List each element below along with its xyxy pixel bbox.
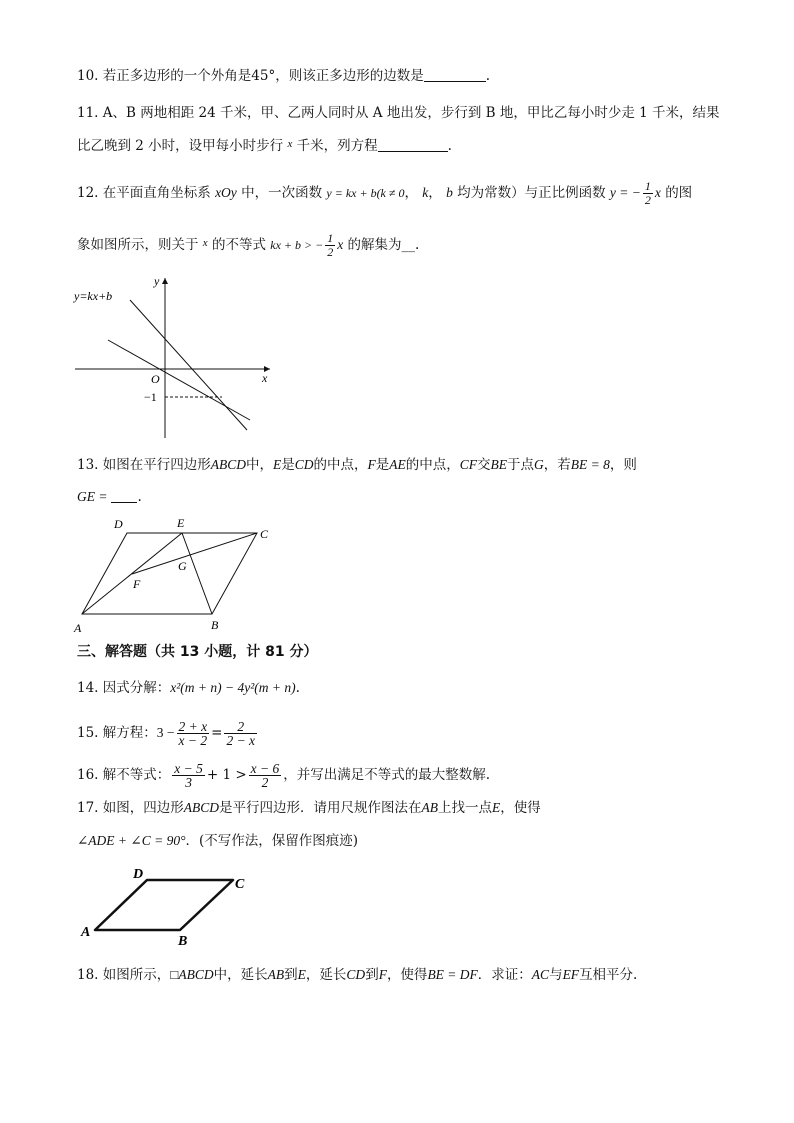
fraction-half: $\frac{1}{2}$ bbox=[327, 231, 334, 259]
point-c-label: C bbox=[235, 877, 245, 892]
question-14: 14. 因式分解：x²(m + n) − 4y²(m + n). bbox=[77, 680, 300, 696]
fraction-right: $\frac{x - 6}{2}$ bbox=[250, 761, 280, 790]
parallelogram-abcd bbox=[95, 880, 233, 930]
parallelogram-abcd bbox=[82, 533, 257, 614]
point-g-label: G bbox=[178, 559, 187, 573]
fraction-left: $\frac{x - 5}{3}$ bbox=[174, 761, 203, 790]
section-heading-3: 三、解答题（共 13 小题，计 81 分） bbox=[77, 644, 318, 660]
question-18: 18. 如图所示，□ABCD中，延长AB到E，延长CD到F，使得BE = DF．求证：AC与EF互相平分. bbox=[77, 967, 638, 983]
x-axis-label: x bbox=[262, 371, 268, 385]
point-a-label: A bbox=[74, 621, 82, 635]
point-d-label: D bbox=[114, 517, 123, 531]
line-y-kx-b bbox=[130, 300, 247, 430]
question-15: 15. 解方程：3 − $\frac{2 + x}{x - 2}$ = $\frac{2}{2 - x}$ bbox=[77, 719, 256, 748]
answer-blank bbox=[111, 488, 137, 503]
point-e-label: E bbox=[177, 516, 185, 530]
point-d-label: D bbox=[133, 867, 144, 882]
origin-label: O bbox=[151, 372, 160, 386]
fraction-lhs: $\frac{2 + x}{x - 2}$ bbox=[178, 719, 208, 748]
question-16: 16. 解不等式： $\frac{x - 5}{3}$ + 1 > $\frac{x - 6}{2}$ ，并写出满足不等式的最大整数解. bbox=[77, 761, 491, 790]
question-11-line-2: 比乙晚到 2 小时，设甲每小时步行 $^x$ 千米，列方程 . bbox=[77, 138, 452, 154]
fraction-rhs: $\frac{2}{2 - x}$ bbox=[226, 719, 256, 748]
point-b-label: B bbox=[178, 934, 188, 949]
question-13-line-1: 13. 如图在平行四边形ABCD中，E是CD的中点，F是AE的中点，CF交BE于点G，若BE = 8，则 bbox=[77, 457, 637, 473]
linear-function-graph bbox=[70, 270, 280, 442]
question-12-line-1: 12. 在平面直角坐标系 xOy 中，一次函数 y = kx + b(k ≠ 0， k， b 均为常数）与正比例函数 y = − $\frac{1}{2}$ x 的图 bbox=[77, 179, 693, 207]
line-y-neg-half-x bbox=[108, 340, 250, 420]
question-17-line-2: ∠ADE + ∠C = 90°．(不写作法，保留作图痕迹) bbox=[77, 833, 359, 849]
parallelogram-graph-17 bbox=[75, 862, 260, 952]
label-line-kx-b: y=kx+b bbox=[74, 289, 113, 303]
question-17-line-1: 17. 如图，四边形ABCD是平行四边形．请用尺规作图法在AB上找一点E，使得 bbox=[77, 800, 541, 816]
question-11-line-1: 11. A、B 两地相距 24 千米，甲、乙两人同时从 A 地出发，步行到 B 地，甲比乙每小时少走 1 千米，结果 bbox=[77, 105, 720, 121]
parallelogram-graph-13 bbox=[70, 512, 280, 637]
question-13-line-2: GE = . bbox=[77, 489, 142, 505]
question-10: 10. 若正多边形的一个外角是45°，则该正多边形的边数是 . bbox=[77, 68, 490, 84]
minus-one-label: −1 bbox=[144, 390, 157, 404]
point-b-label: B bbox=[211, 618, 219, 632]
point-f-label: F bbox=[133, 577, 141, 591]
point-c-label: C bbox=[260, 527, 269, 541]
segment-be bbox=[182, 533, 212, 614]
question-12-line-2: 象如图所示，则关于 $^x$ 的不等式 kx + b > − $\frac{1}{2}$ x 的解集为__. bbox=[77, 231, 420, 259]
point-a-label: A bbox=[81, 925, 91, 940]
fraction-half: $\frac{1}{2}$ bbox=[644, 179, 651, 207]
answer-blank bbox=[378, 137, 448, 152]
y-axis-label: y bbox=[154, 274, 160, 288]
answer-blank bbox=[424, 67, 486, 82]
